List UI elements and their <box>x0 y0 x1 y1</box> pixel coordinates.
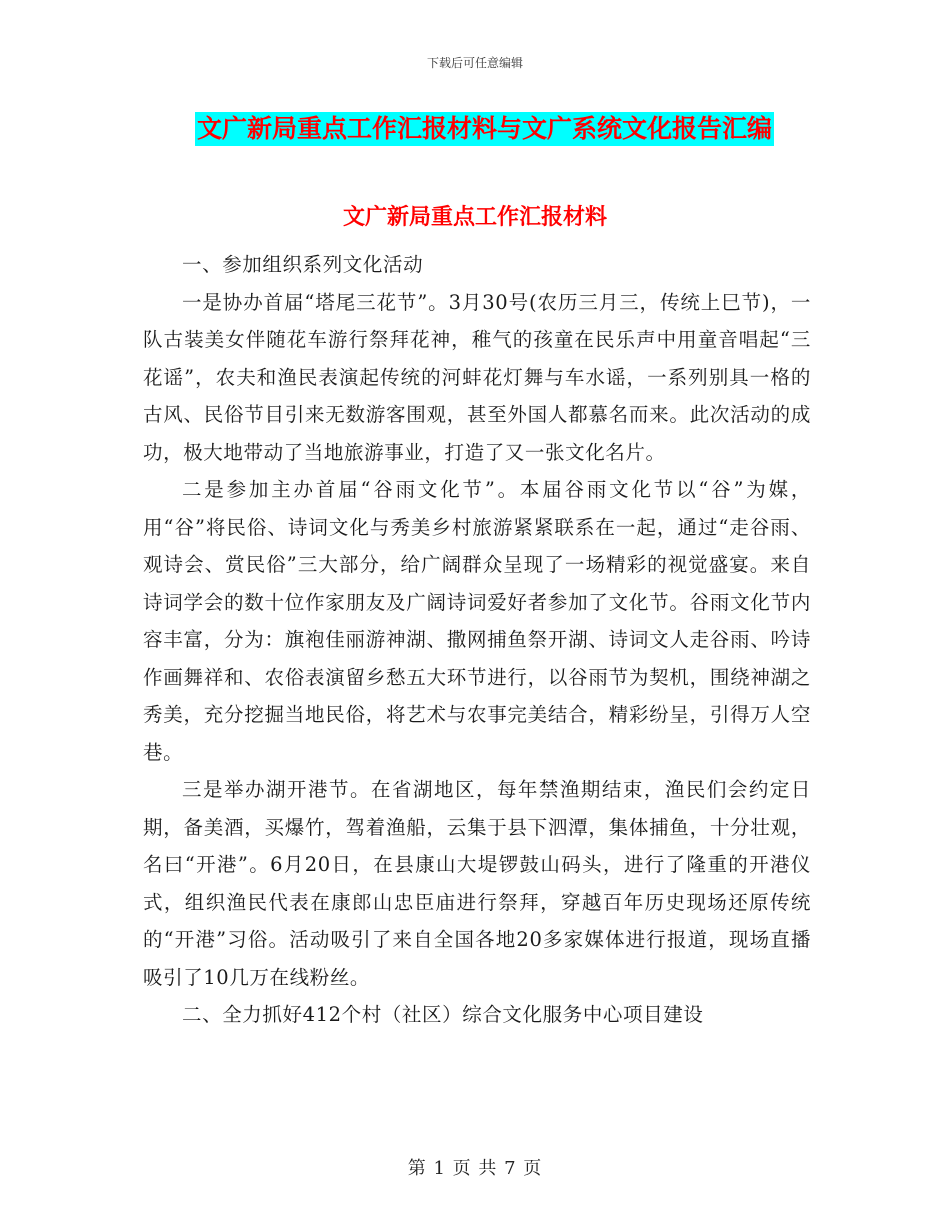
body-content <box>143 246 811 1034</box>
body-paragraph: 三是举办湖开港节。在省湖地区，每年禁渔期结束，渔民们会约定日期，备美酒，买爆竹，驾着渔船，云集于县下泗潭，集体捕鱼，十分壮观，名曰“开港”。6月20日，在县康山大堤锣鼓山码头，进行了隆重的开港仪式，组织渔民代表在康郎山忠臣庙进行祭拜，穿越百年历史现场还原传统的“开港”习俗。活动吸引了来自全国各地20多家媒体进行报道，现场直播吸引了10几万在线粉丝。 <box>143 778 811 989</box>
heading-paragraph: 一、参加组织系列文化活动 <box>182 253 424 276</box>
body-paragraph: 一是协办首届“塔尾三花节”。3月30号(农历三月三，传统上巳节)，一队古装美女伴随花车游行祭拜花神，稚气的孩童在民乐声中用童音唱起“三花谣”，农夫和渔民表演起传统的河蚌花灯舞与车水谣，一系列别具一格的古风、民俗节目引来无数游客围观，甚至外国人都慕名而来。此次活动的成功，极大地带动了当地旅游事业，打造了又一张文化名片。 <box>143 290 811 464</box>
body-paragraph: 二是参加主办首届“谷雨文化节”。本届谷雨文化节以“谷”为媒，用“谷”将民俗、诗词文化与秀美乡村旅游紧紧联系在一起，通过“走谷雨、观诗会、赏民俗”三大部分，给广阔群众呈现了一场精彩的视觉盛宴。来自诗词学会的数十位作家朋友及广阔诗词爱好者参加了文化节。谷雨文化节内容丰富，分为：旗袍佳丽游神湖、撒网捕鱼祭开湖、诗词文人走谷雨、吟诗作画舞祥和、农俗表演留乡愁五大环节进行，以谷雨节为契机，围绕神湖之秀美，充分挖掘当地民俗，将艺术与农事完美结合，精彩纷呈，引得万人空巷。 <box>143 478 811 764</box>
page-number-footer: 第 1 页 共 7 页 <box>407 1158 543 1179</box>
section-title: 文广新局重点工作汇报材料 <box>342 204 607 230</box>
document-title: 文广新局重点工作汇报材料与文广系统文化报告汇编 <box>195 112 774 146</box>
heading-paragraph: 二、全力抓好412个村（社区）综合文化服务中心项目建设 <box>182 1003 704 1026</box>
header-note: 下载后可任意编辑 <box>426 56 523 70</box>
